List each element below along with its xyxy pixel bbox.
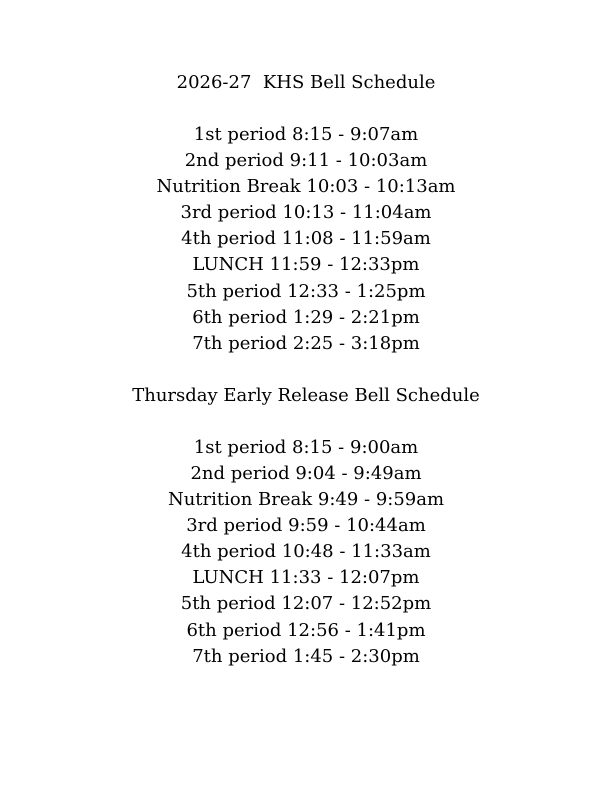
schedule-line: 1st period 8:15 - 9:00am [193, 436, 419, 458]
schedule-line: 3rd period 10:13 - 11:04am [180, 202, 432, 224]
schedule-line: 6th period 1:29 - 2:21pm [192, 306, 420, 328]
schedule-line: 5th period 12:07 - 12:52pm [180, 593, 432, 615]
regular-schedule-list [0, 122, 612, 357]
schedule-line: LUNCH 11:59 - 12:33pm [192, 254, 420, 276]
schedule-line: 2nd period 9:11 - 10:03am [184, 150, 428, 172]
schedule-line: LUNCH 11:33 - 12:07pm [192, 567, 420, 589]
thursday-schedule-title: Thursday Early Release Bell Schedule [132, 384, 480, 406]
schedule-line: 4th period 11:08 - 11:59am [181, 228, 431, 250]
schedule-line: Nutrition Break 10:03 - 10:13am [156, 176, 456, 198]
schedule-line: 1st period 8:15 - 9:07am [193, 124, 419, 145]
regular-schedule-title: 2026-27 KHS Bell Schedule [176, 72, 436, 93]
schedule-line: 7th period 2:25 - 3:18pm [192, 332, 420, 354]
schedule-line: 3rd period 9:59 - 10:44am [186, 515, 426, 537]
schedule-line: 2nd period 9:04 - 9:49am [190, 462, 422, 484]
schedule-line: 5th period 12:33 - 1:25pm [186, 280, 426, 302]
schedule-line: Nutrition Break 9:49 - 9:59am [167, 489, 445, 511]
thursday-schedule-list [0, 435, 612, 670]
schedule-line: 6th period 12:56 - 1:41pm [186, 619, 426, 641]
schedule-line: 4th period 10:48 - 11:33am [181, 541, 431, 563]
schedule-line: 7th period 1:45 - 2:30pm [192, 645, 420, 667]
